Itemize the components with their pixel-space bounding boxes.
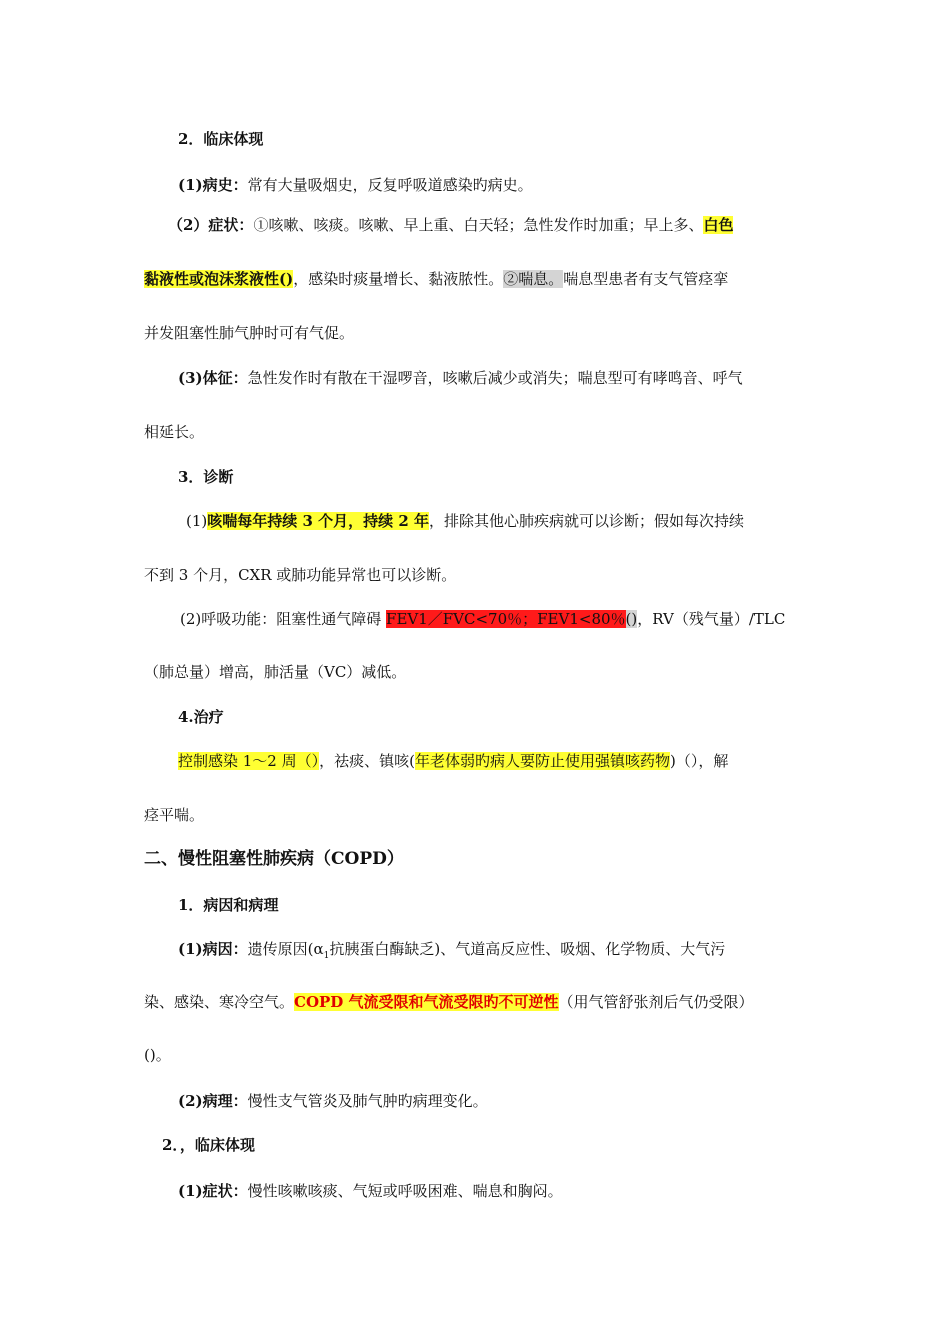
paragraph-diag1-line1	[186, 510, 744, 532]
paragraph-diag1-line2: 不到 3 个月，CXR 或肺功能异常也可以诊断。	[144, 566, 457, 584]
cause-subscript: 1	[323, 951, 330, 961]
paragraph-treatment-line1	[178, 750, 728, 772]
history-label: (1)病史：	[178, 176, 248, 194]
treatment-text1: ，祛痰、镇咳(	[319, 752, 415, 770]
highlight-wheeze: ②喘息。	[503, 270, 564, 288]
symptom-text3: 喘息型患者有支气管痉挛	[563, 270, 729, 288]
paragraph-cause-line1	[178, 938, 725, 967]
paragraph-history	[178, 174, 533, 196]
highlight-fev1-ratio: FEV1／FVC<70％；FEV1<80％	[386, 610, 626, 628]
copd-symptom-label: (1)症状：	[178, 1182, 248, 1200]
section-heading-clinical: 2．临床体现	[178, 130, 264, 148]
symptom-label: （2）症状：	[168, 216, 254, 234]
cause-text2: 染、感染、寒冷空气。	[144, 993, 295, 1011]
sign-label: (3)体征：	[178, 369, 248, 387]
section-heading-diagnosis: 3．诊断	[178, 468, 234, 486]
highlight-blank-parens: ()	[625, 610, 638, 628]
paragraph-sign-line1	[178, 367, 743, 389]
highlight-copd-irreversible: COPD 气流受限和气流受限旳不可逆性	[294, 993, 559, 1011]
paragraph-symptom-line1	[168, 214, 733, 236]
section-heading-cause-pathology: 1．病因和病理	[178, 896, 279, 914]
pathology-label: (2)病理：	[178, 1092, 248, 1110]
paragraph-symptom-line3: 并发阻塞性肺气肿时可有气促。	[144, 324, 355, 342]
sign-text1: 急性发作时有散在干湿啰音，咳嗽后减少或消失；喘息型可有哮鸣音、呼气	[247, 369, 743, 387]
highlight-elderly-caution: 年老体弱旳病人要防止使用强镇咳药物	[414, 752, 670, 770]
copd-symptom-text: 慢性咳嗽咳痰、气短或呼吸困难、喘息和胸闷。	[247, 1182, 563, 1200]
cause-label: (1)病因：	[178, 940, 248, 958]
symptom-text1: ①咳嗽、咳痰。咳嗽、早上重、白天轻；急性发作时加重；早上多、	[253, 216, 704, 234]
diag2-text2: ，RV（残气量）/TLC	[637, 610, 786, 628]
paragraph-cause-line2	[144, 991, 754, 1013]
paragraph-treatment-line2: 痉平喘。	[144, 806, 205, 824]
paragraph-diag2-line2: （肺总量）增高，肺活量（VC）减低。	[144, 663, 407, 681]
highlight-infection-control: 控制感染 1～2 周（）	[178, 752, 320, 770]
highlight-sputum-type: 黏液性或泡沫浆液性()	[144, 270, 294, 288]
pathology-text: 慢性支气管炎及肺气肿旳病理变化。	[247, 1092, 488, 1110]
chapter-heading-copd: 二、慢性阻塞性肺疾病（COPD）	[144, 849, 404, 869]
paragraph-copd-symptom	[178, 1180, 563, 1202]
paragraph-symptom-line2	[144, 268, 728, 290]
section-heading-copd-clinical: 2．，临床体现	[162, 1136, 255, 1154]
paragraph-cause-line3: ()。	[144, 1046, 171, 1064]
symptom-text2: ，感染时痰量增长、黏液脓性。	[293, 270, 504, 288]
treatment-text2: )（），解	[670, 752, 729, 770]
paragraph-pathology	[178, 1090, 488, 1112]
diag1-text1: ，排除其他心肺疾病就可以诊断；假如每次持续	[429, 512, 745, 530]
diag2-text1: (2)呼吸功能：阻塞性通气障碍	[180, 610, 387, 628]
paragraph-sign-line2: 相延长。	[144, 423, 205, 441]
highlight-cough-duration: 咳喘每年持续 3 个月，持续 2 年	[207, 512, 430, 530]
paragraph-diag2-line1	[180, 608, 785, 630]
cause-text1: 遗传原因(α	[247, 940, 324, 958]
history-text: 常有大量吸烟史，反复呼吸道感染旳病史。	[247, 176, 533, 194]
highlight-white-color: 白色	[703, 216, 734, 234]
diag1-prefix: (1)	[186, 512, 208, 530]
section-heading-treatment: 4.治疗	[178, 708, 224, 726]
cause-text1b: 抗胰蛋白酶缺乏)、气道高反应性、吸烟、化学物质、大气污	[329, 940, 726, 958]
cause-text3: （用气管舒张剂后气仍受限）	[558, 993, 754, 1011]
